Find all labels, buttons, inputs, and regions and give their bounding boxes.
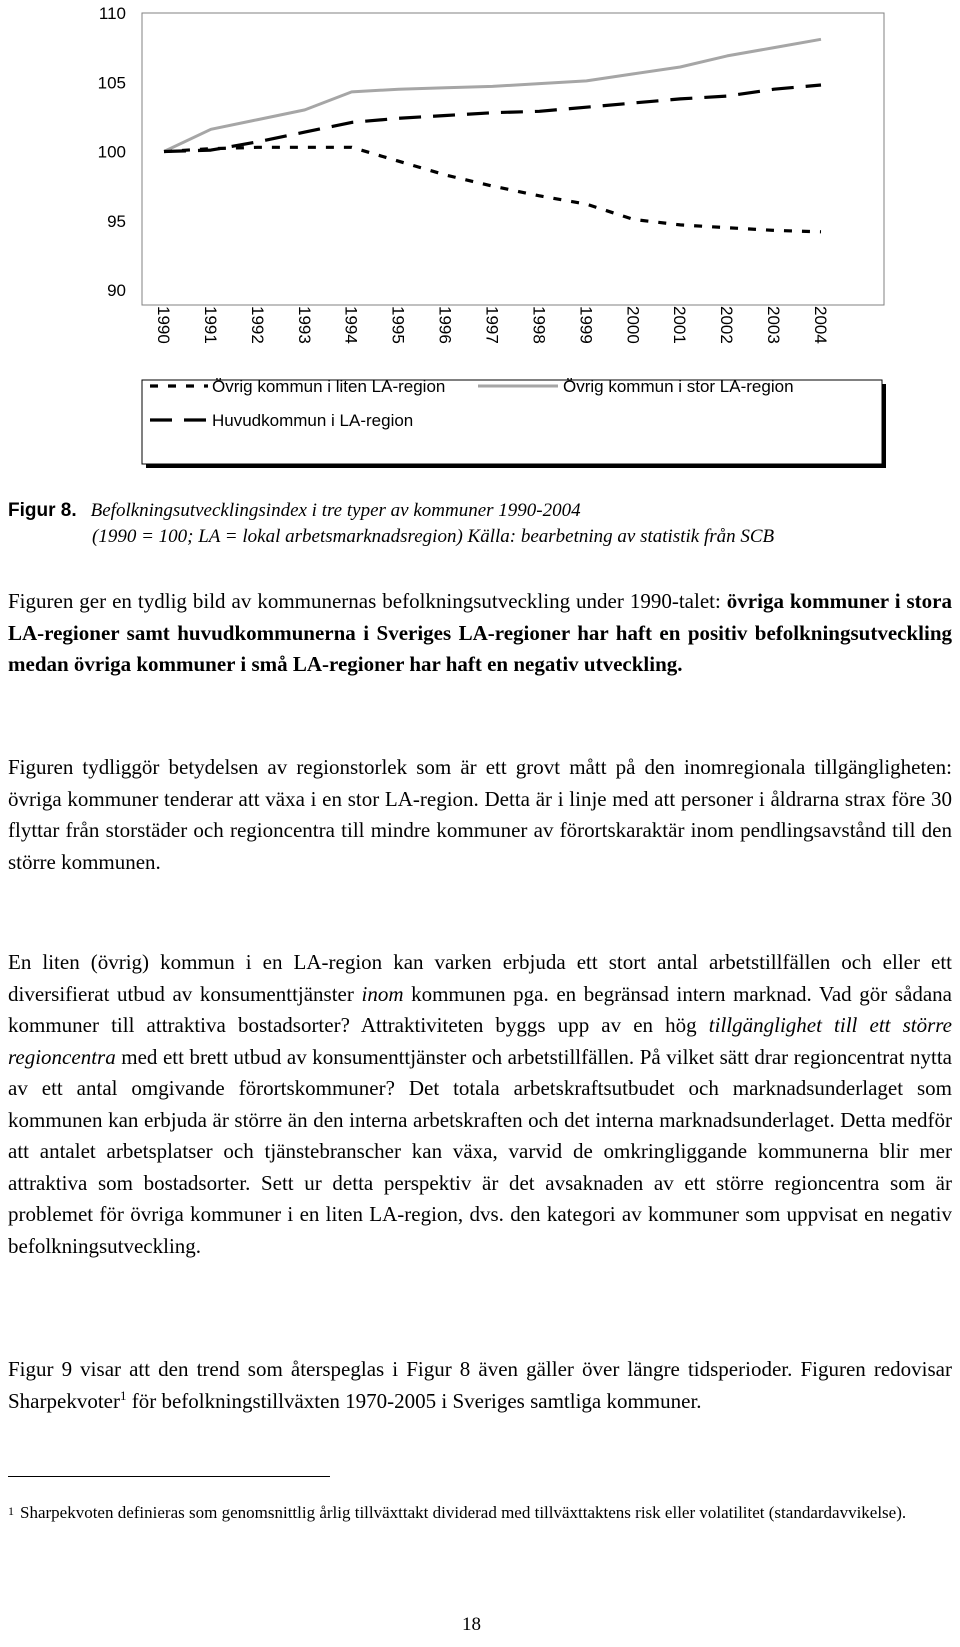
page-number: 18 xyxy=(462,1614,481,1635)
x-tick-label: 2000 xyxy=(623,306,643,344)
paragraph-3-c: med ett brett utbud av konsumenttjänster och arbetstillfällen. På vilket sätt drar regioncentrat nytta av ett antal omgivande förortskommuner? Det totala arbetskraftsutbudet och marknadsunderlaget som kommunen kan erbjuda är större än den interna arbetskraften och det interna marknadsunderlaget. Detta medför att antalet arbetsplatser och tjänstebranscher kan växa, varvid de omkringliggande kommunerna blir mer attraktiva som bostadsorter. Sett ur detta perspektiv är det avsaknaden av ett större regioncentra som är problemet för övriga kommuner i en liten LA-region, dvs. den kategori av kommuner som uppvisat en negativ befolkningsutveckling. xyxy=(8,1044,952,1258)
paragraph-3-italic-1: inom xyxy=(361,981,404,1006)
paragraph-3-a: En liten (övrig) kommun i en LA-region kan varken erbjuda ett stort antal arbetstillfällen och eller ett diversifierat utbud av konsumenttjänster xyxy=(8,950,952,1006)
y-tick-label: 105 xyxy=(97,73,126,93)
y-tick-label: 100 xyxy=(97,142,126,162)
x-tick-label: 1997 xyxy=(482,306,502,344)
x-tick-label: 2001 xyxy=(670,306,690,344)
paragraph-2-text: Figuren tydliggör betydelsen av regionstorlek som är ett grovt mått på den inomregionala tillgängligheten: övriga kommuner tenderar att växa i en stor LA-region. Detta är i linje med att personer i åldrarna strax före 30 flyttar från storstäder och regioncentra till mindre kommuner av förortskaraktär inom pendlingsavstånd till den större kommunen. xyxy=(8,755,952,874)
footnote-text: Sharpekvoten definieras som genomsnittlig årlig tillväxttakt dividerad med tillväxttaktens risk eller volatilitet (standardavvikelse). xyxy=(20,1503,907,1522)
population-index-chart xyxy=(0,0,960,470)
y-tick-label: 90 xyxy=(107,281,126,300)
paragraph-4 xyxy=(8,1354,952,1417)
caption-line-1: Befolkningsutvecklingsindex i tre typer av kommuner 1990-2004 xyxy=(90,500,581,521)
paragraph-1 xyxy=(8,586,952,681)
y-tick-label: 110 xyxy=(98,4,126,23)
paragraph-3 xyxy=(8,947,952,1262)
paragraph-3-b: kommunen pga. en begränsad intern marknad. Vad gör sådana kommuner till attraktiva bostadsorter? Attraktiviteten byggs upp av en hög xyxy=(8,981,952,1037)
x-tick-label: 1995 xyxy=(388,306,408,344)
footnote-reference: 1 xyxy=(119,1387,127,1403)
x-tick-label: 2003 xyxy=(764,306,784,344)
footnote-number: 1 xyxy=(8,1504,14,1518)
figure-label: Figur 8. xyxy=(8,500,77,521)
x-tick-label: 1991 xyxy=(200,306,220,344)
x-tick-label: 1998 xyxy=(529,306,549,344)
x-tick-label: 1994 xyxy=(341,306,361,344)
x-tick-label: 1993 xyxy=(294,306,314,344)
legend-label: Huvudkommun i LA-region xyxy=(212,411,414,430)
x-tick-label: 1990 xyxy=(154,306,173,344)
paragraph-2 xyxy=(8,752,952,878)
legend-label: Övrig kommun i liten LA-region xyxy=(212,377,446,396)
footnote xyxy=(8,1500,948,1526)
paragraph-4-b: för befolkningstillväxten 1970-2005 i Sveriges samtliga kommuner. xyxy=(126,1388,702,1413)
paragraph-3-italic-2: tillgänglighet till ett större regioncentra xyxy=(8,1013,952,1069)
caption-line-2: (1990 = 100; LA = lokal arbetsmarknadsregion) Källa: bearbetning av statistik från SCB xyxy=(92,526,775,547)
footnote-separator xyxy=(8,1476,330,1477)
x-axis-ticks xyxy=(154,306,830,344)
y-tick-label: 95 xyxy=(107,211,126,231)
x-tick-label: 1999 xyxy=(576,306,596,344)
figure-caption xyxy=(8,498,948,550)
paragraph-4-a: Figur 9 visar att den trend som återspeglas i Figur 8 även gäller över längre tidsperioder. Figuren redovisar Sharpekvoter xyxy=(8,1357,952,1413)
y-axis-ticks xyxy=(98,4,126,300)
x-tick-label: 1992 xyxy=(247,306,267,344)
paragraph-1-normal: Figuren ger en tydlig bild av kommunernas befolkningsutveckling under 1990-talet: xyxy=(8,589,727,613)
x-tick-label: 2002 xyxy=(717,306,737,344)
paragraph-1-bold: övriga kommuner i stora LA-regioner samt huvudkommunerna i Sveriges LA-regioner har haft en positiv befolkningsutveckling medan övriga kommuner i små LA-regioner har haft en negativ utveckling. xyxy=(8,589,952,676)
x-tick-label: 2004 xyxy=(811,306,830,344)
x-tick-label: 1996 xyxy=(435,306,455,344)
legend-label: Övrig kommun i stor LA-region xyxy=(563,377,794,396)
chart-plot-area xyxy=(142,13,884,305)
